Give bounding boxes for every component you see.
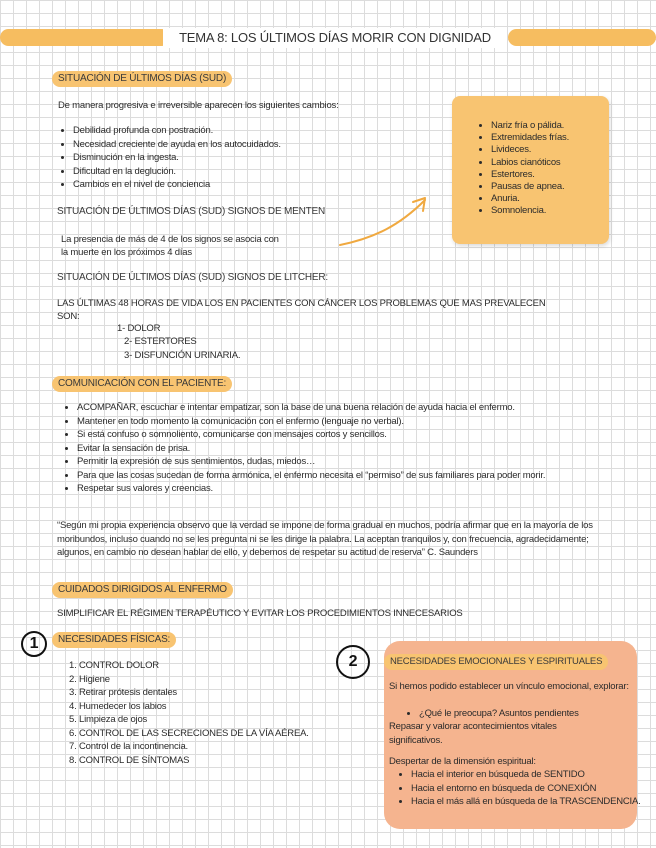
list-item: 6. CONTROL DE LAS SECRECIONES DE LA VÍA AÉREA. [79, 727, 309, 741]
list-item: 2. Higiene [79, 673, 309, 687]
list-item: • Pausas de apnea. [491, 181, 569, 193]
list-item: 5. Limpieza de ojos [79, 713, 309, 727]
list-item: • Permitir la expresión de sus sentimientos, dudas, miedos… [77, 455, 617, 469]
emocionales-sublist [404, 707, 579, 721]
list-item: • Anuria. [491, 193, 569, 205]
emocionales-repasar: Repasar y valorar acontecimientos vitales significativos. [389, 721, 557, 746]
list-item: • Para que las cosas sucedan de forma armónica, el enfermo necesita el “permiso” de sus familiares para poder morir. [77, 469, 617, 483]
emocionales-card [384, 641, 641, 829]
list-item: • Cambios en el nivel de conciencia [73, 178, 281, 192]
list-item: • Hacia el interior en búsqueda de SENTIDO [411, 768, 641, 782]
comunicacion-list [62, 401, 617, 496]
list-item: • Livideces. [491, 144, 569, 156]
list-item: • Debilidad profunda con postración. [73, 124, 281, 138]
menten-heading: SITUACIÓN DE ÚLTIMOS DÍAS (SUD) SIGNOS DE MENTEN [57, 206, 326, 217]
menten-signs-list [476, 120, 569, 218]
litcher-item-2: 2- ESTERTORES [124, 336, 197, 347]
list-item: • ¿Qué le preocupa? Asuntos pendientes [419, 707, 579, 721]
litcher-heading: SITUACIÓN DE ÚLTIMOS DÍAS (SUD) SIGNOS DE LITCHER: [57, 272, 328, 283]
comunicacion-heading: COMUNICACIÓN CON EL PACIENTE: [52, 376, 232, 392]
litcher-item-3: 3- DISFUNCIÓN URINARIA. [124, 350, 241, 361]
list-item: • Si está confuso o somnoliento, comunicarse con mensajes cortos y sencillos. [77, 428, 617, 442]
list-item: • Extremidades frías. [491, 132, 569, 144]
list-item: • Hacia el más allá en búsqueda de la TRASCENDENCIA. [411, 795, 641, 809]
sud-intro: De manera progresiva e irreversible aparecen los siguientes cambios: [58, 100, 339, 111]
title-bar-right [508, 29, 656, 46]
list-item: 4. Humedecer los labios [79, 700, 309, 714]
list-item: • Disminución en la ingesta. [73, 151, 281, 165]
saunders-quote: “Según mi propia experiencia observo que la verdad se impone de forma gradual en muchos, podría afirmar que en la mayoría de los moribundos, incluso cuando no se les pregunta ni se les dirige la palabra. La aceptan tranquilos y, con frecuencia, agradecidamente; algunos, en cambio no desean hablar de ello, y debemos de respetar su actitud de reserva” C. Saunders [57, 520, 593, 558]
list-item: • Estertores. [491, 169, 569, 181]
list-item: • Hacia el entorno en búsqueda de CONEXIÓN [411, 782, 641, 796]
number-one-marker: 1 [21, 631, 47, 657]
litcher-text-line2: SON: [57, 311, 80, 322]
title-bar-left [0, 29, 170, 46]
list-item: • Somnolencia. [491, 205, 569, 217]
litcher-text-line1: LAS ÚLTIMAS 48 HORAS DE VIDA LOS EN PACIENTES CON CÁNCER LOS PROBLEMAS QUE MAS PREVALECEN [57, 298, 546, 309]
list-item: • Respetar sus valores y creencias. [77, 482, 617, 496]
cuidados-heading: CUIDADOS DIRIGIDOS AL ENFERMO [52, 582, 233, 598]
emocionales-list [396, 768, 641, 809]
list-item: 3. Retirar prótesis dentales [79, 686, 309, 700]
fisicas-heading: NECESIDADES FÍSICAS: [52, 632, 176, 648]
number-two-marker: 2 [336, 645, 370, 679]
sud-heading: SITUACIÓN DE ÚLTIMOS DÍAS (SUD) [52, 71, 232, 87]
list-item: • Dificultad en la deglución. [73, 165, 281, 179]
list-item: • Nariz fría o pálida. [491, 120, 569, 132]
cuidados-subtitle: SIMPLIFICAR EL RÉGIMEN TERAPÉUTICO Y EVITAR LOS PROCEDIMIENTOS INNECESARIOS [57, 608, 463, 619]
list-item: • Mantener en todo momento la comunicación con el enfermo (lenguaje no verbal). [77, 415, 617, 429]
list-item: • Necesidad creciente de ayuda en los autocuidados. [73, 138, 281, 152]
list-item: • Evitar la sensación de prisa. [77, 442, 617, 456]
sud-list [58, 124, 281, 192]
menten-text-line1: La presencia de más de 4 de los signos se asocia con [61, 234, 279, 245]
list-item: 7. Control de la incontinencia. [79, 740, 309, 754]
menten-signs-card [452, 96, 609, 244]
fisicas-list [57, 659, 309, 767]
list-item: 8. CONTROL DE SÍNTOMAS [79, 754, 309, 768]
emocionales-intro: Si hemos podido establecer un vínculo emocional, explorar: [389, 681, 629, 692]
emocionales-heading: NECESIDADES EMOCIONALES Y ESPIRITUALES [384, 654, 608, 670]
list-item: • Labios cianóticos [491, 157, 569, 169]
emocionales-despertar: Despertar de la dimensión espiritual: [389, 756, 536, 767]
list-item: 1. CONTROL DOLOR [79, 659, 309, 673]
litcher-item-1: 1- DOLOR [117, 323, 161, 334]
arrow-icon [335, 190, 435, 252]
list-item: • ACOMPAÑAR, escuchar e intentar empatizar, son la base de una buena relación de ayuda hacia el enfermo. [77, 401, 617, 415]
page-title: TEMA 8: LOS ÚLTIMOS DÍAS MORIR CON DIGNIDAD [163, 28, 507, 48]
menten-text-line2: la muerte en los próximos 4 días [61, 247, 192, 258]
